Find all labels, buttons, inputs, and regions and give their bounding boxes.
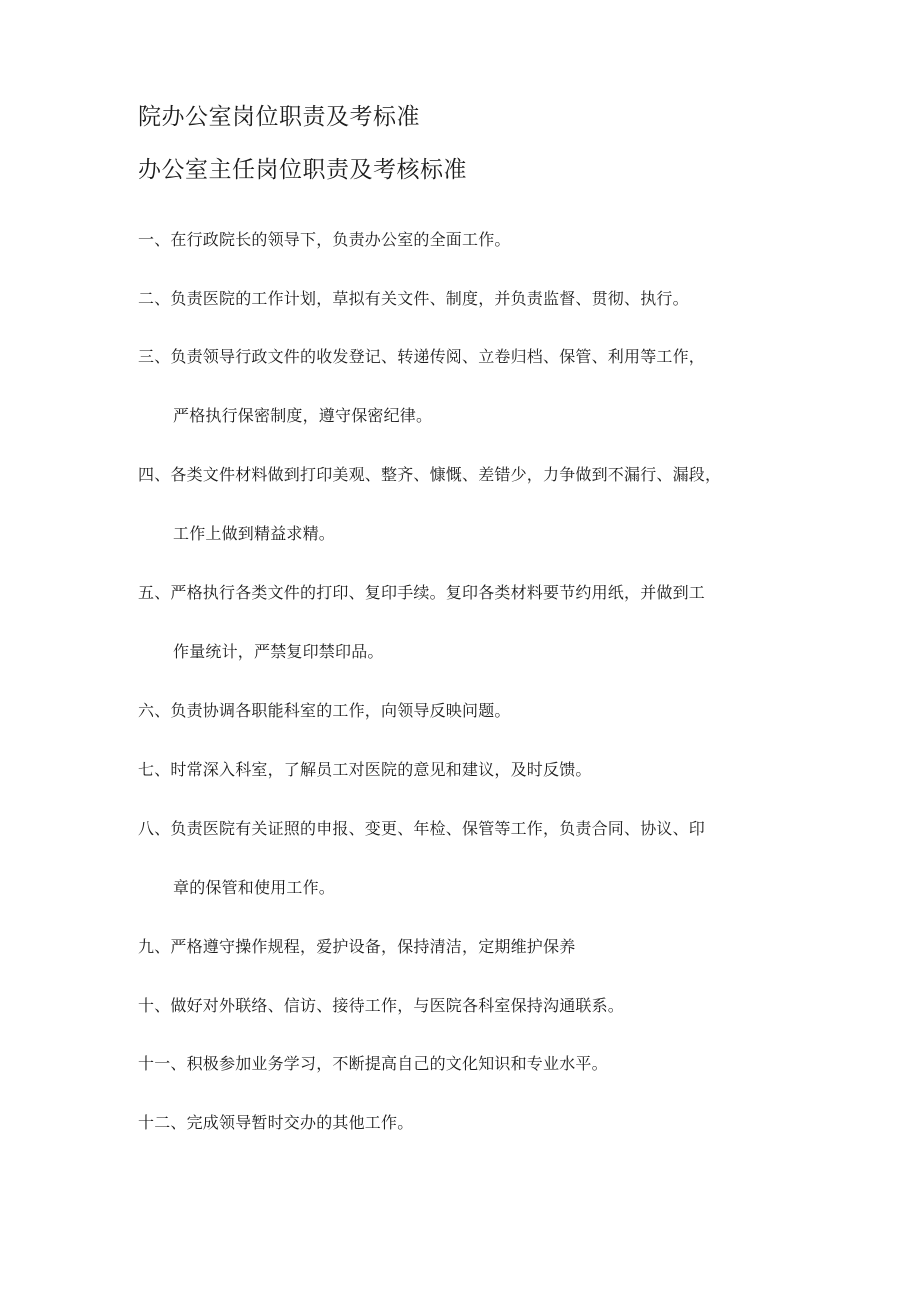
duty-item-3: 三、负责领导行政文件的收发登记、转递传阅、立卷归档、保管、利用等工作，: [138, 347, 706, 366]
duty-item-8-continued: 章的保管和使用工作。: [173, 878, 336, 897]
duty-item-8: 八、负责医院有关证照的申报、变更、年检、保管等工作，负责合同、协议、印: [138, 819, 706, 838]
duty-item-4-continued: 工作上做到精益求精。: [173, 524, 336, 543]
duty-item-5-continued: 作量统计，严禁复印禁印品。: [173, 642, 384, 661]
duty-item-6: 六、负责协调各职能科室的工作，向领导反映问题。: [138, 701, 511, 720]
duty-item-11: 十一、积极参加业务学习，不断提高自己的文化知识和专业水平。: [138, 1054, 608, 1073]
duty-item-12: 十二、完成领导暂时交办的其他工作。: [138, 1113, 414, 1132]
duty-item-1: 一、在行政院长的领导下，负责办公室的全面工作。: [138, 230, 511, 249]
duty-item-7: 七、时常深入科室，了解员工对医院的意见和建议，及时反馈。: [138, 760, 592, 779]
document-title: 院办公室岗位职责及考标准: [138, 104, 420, 130]
duty-item-9: 九、严格遵守操作规程，爱护设备，保持清洁，定期维护保养: [138, 937, 576, 956]
duty-item-5: 五、严格执行各类文件的打印、复印手续。复印各类材料要节约用纸，并做到工: [138, 583, 706, 602]
duty-item-10: 十、做好对外联络、信访、接待工作，与医院各科室保持沟通联系。: [138, 996, 625, 1015]
document-subtitle: 办公室主任岗位职责及考核标准: [138, 157, 467, 183]
duty-item-4: 四、各类文件材料做到打印美观、整齐、慷慨、差错少，力争做到不漏行、漏段，: [138, 465, 722, 484]
duty-item-3-continued: 严格执行保密制度，遵守保密纪律。: [173, 406, 433, 425]
duty-item-2: 二、负责医院的工作计划，草拟有关文件、制度，并负责监督、贯彻、执行。: [138, 289, 689, 308]
